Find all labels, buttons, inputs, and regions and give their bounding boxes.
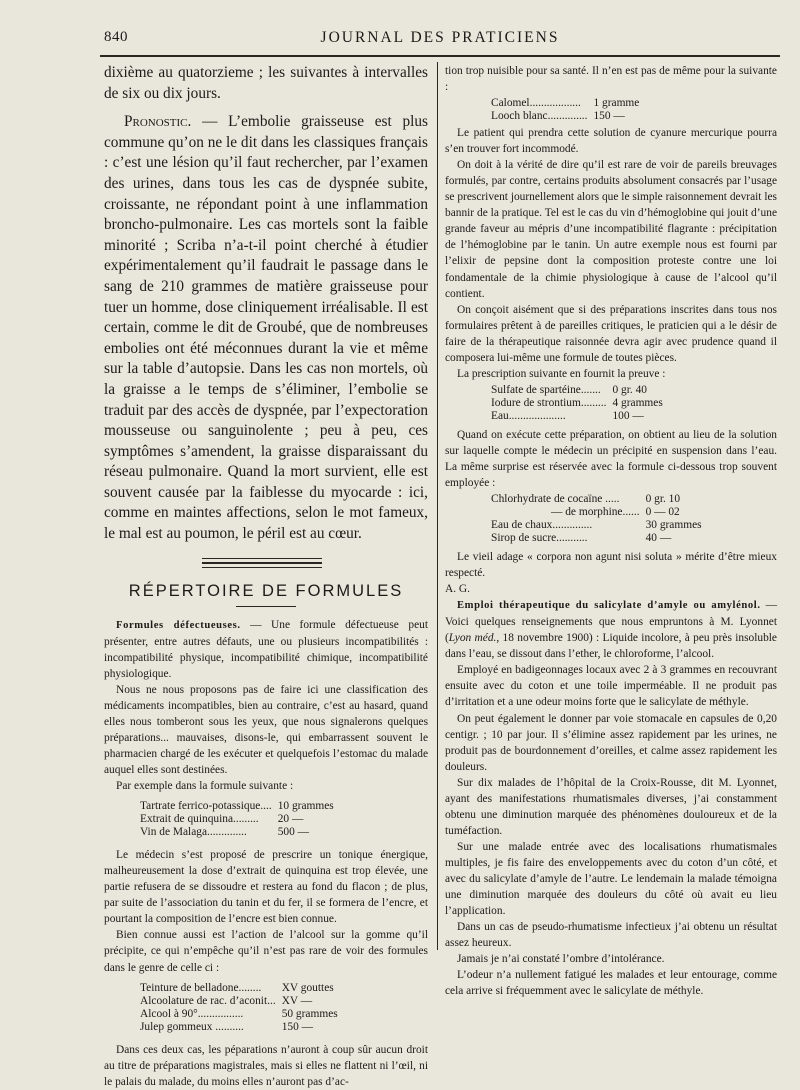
prescription-1: [140, 800, 334, 839]
page-number: 840: [104, 29, 128, 45]
paragraph: On doit à la vérité de dire qu’il est rare de voir de pareils breuvages formulés, par contre, certains produits absolument consacrés par l’usage se prescrivent journellement alors que le simple raisonnement devrait les bannir de la pratique. Tel est le cas du vin d’hémoglobine qui jouit d’une grande faveur au mépris d’une incompatibilité flagrante : précipitation de l’hémoglobine par le tanin. Un autre exemple nous est fourni par l’elixir de pepsine dont la composition proteste contre une loi fondamentale de la chimie physiologique à cause de l’alcool qu’il contient.: [445, 159, 777, 300]
paragraph: Le vieil adage « corpora non agunt nisi soluta » mérite d’être mieux respecté.: [445, 551, 777, 580]
prescription-row: — de morphine...... 0 — 02: [551, 506, 680, 519]
journal-reference: Lyon méd.: [448, 632, 497, 645]
prescription-row: Sirop de sucre........... 40 —: [491, 532, 672, 545]
pronostic-label: Pronostic.: [124, 113, 192, 131]
paragraph: On peut également le donner par voie stomacale en capsules de 0,20 centigr. ; 10 par jour. Il s’élimine assez rapidement par les urines, ne produit pas de bourdonnement d’oreilles, et calme assez rapidement les douleurs.: [445, 712, 777, 773]
pronostic-text: — L’embolie graisseuse est plus commune qu’on ne le dit dans les classiques français : c’est une lésion qu’il faut rechercher, par l’examen des urines, dans tous les cas de dyspnée subite, croissante, ne répondant point à une inflammation broncho-pulmonaire. Les cas mortels sont la faible minorité ; Scriba n’a-t-il point cherché à étudier expérimentalement qu’il faudrait le passage dans le sang de 210 grammes de matière graisseuse pour tuer un homme, dose cliniquement irréalisable. Il est certain, comme le dit de Groubé, que de nombreuses embolies ont été méconnues durant la vie et même sur la table d’autopsie. Dans les cas non mortels, où la graisse a le temps de s’éliminer, l’embolie se traduit par des accès de dyspnée, par l’expectoration mousseuse ou sanguinolente ; peu à peu, ces symptômes s’amendent, la graisse disparaissant du réseau pulmonaire. Quand la mort survient, elle est souvent causée par la faiblesse du myocarde : ici, comme en maintes affections, selon le mot fameux, le mal est au poumon, le péril est au cœur.: [104, 113, 428, 543]
prescription-row: Eau de chaux.............. 30 grammes: [491, 519, 702, 532]
section-ornament: [104, 555, 428, 571]
page-header: [104, 29, 776, 51]
prescription-row: Alcool à 90°................ 50 grammes: [140, 1007, 338, 1020]
prescription-3: [491, 97, 639, 123]
paragraph-pronostic: [104, 112, 428, 544]
prescription-row: Chlorhydrate de cocaïne ..... 0 gr. 10: [491, 493, 681, 506]
paragraph: Sur dix malades de l’hôpital de la Croix-Rousse, dit M. Lyonnet, ayant des manifestations rhumatismales diverses, j’ai constamment obtenu une diminution marquée des phénomènes douloureux et de la tuméfaction.: [445, 776, 777, 837]
prescription-row: Vin de Malaga.............. 500 —: [140, 826, 310, 839]
column-divider: [437, 62, 438, 950]
left-column: [104, 63, 428, 1090]
paragraph: Jamais je n’ai constaté l’ombre d’intolérance.: [457, 953, 665, 966]
prescription-row: Looch blanc.............. 150 —: [491, 110, 625, 123]
prescription-row: Iodure de strontium......... 4 grammes: [491, 396, 663, 409]
section-title-underline: [236, 606, 296, 607]
prescription-row: Alcoolature de rac. d’aconit... XV —: [140, 994, 313, 1007]
author-signature: A. G.: [445, 583, 470, 596]
prescription-4: [491, 384, 663, 423]
paragraph: dixième au quatorzieme ; les suivantes à intervalles de six ou dix jours.: [104, 64, 428, 102]
prescription-row: Calomel.................. 1 gramme: [491, 97, 640, 110]
prescription-row: Sulfate de spartéine....... 0 gr. 40: [491, 383, 647, 396]
prescription-row: Teinture de belladone........ XV gouttes: [140, 981, 334, 994]
left-large-text: [104, 63, 428, 545]
emploi-label: Emploi thérapeutique du salicylate d’amyle ou amylénol.: [457, 600, 761, 612]
prescription-row: Julep gommeux .......... 150 —: [140, 1020, 314, 1033]
prescription-row: Extrait de quinquina......... 20 —: [140, 813, 304, 826]
prescription-5: [491, 493, 702, 545]
paragraph: Par exemple dans la formule suivante :: [116, 780, 294, 793]
paragraph: Dans un cas de pseudo-rhumatisme infectieux j’ai obtenu un résultat assez heureux.: [445, 921, 777, 950]
paragraph: tion trop nuisible pour sa santé. Il n’en est pas de même pour la suivante :: [445, 65, 777, 94]
right-column: [445, 63, 777, 999]
paragraph: Nous ne nous proposons pas de faire ici une classification des médicaments incompatibles, bien au contraire, c’est au hasard, quand elles nous tomberont sous les yeux, que nous signalerons quelques préparations... mauvaises, disons-le, qui embarrassent souvent le pharmacien chargé de les exécuter et quelquefois l’estomac du malade auquel elles sont destinées.: [104, 683, 428, 777]
paragraph-emploi: Emploi thérapeutique du salicylate d’amyle ou amylénol. — Voici quelques renseignements que nous empruntons à M. Lyonnet (Lyon méd., 18 novembre 1900) : Liquide incolore, à peu près insoluble dans l’eau, se dissout dans l’ether, le chloroforme, l’alcool.: [445, 599, 777, 661]
paragraph: Sur une malade entrée avec des localisations rhumatismales multiples, je fis faire des enveloppements avec du coton d’un côté, et avec du salicylate d’amyle de l’autre. Le lendemain la malade témoigna une diminution marquée des douleurs du côté où avait eu lieu l’application.: [445, 840, 777, 918]
journal-title: JOURNAL DES PRATICIENS: [320, 29, 560, 46]
left-small-text: [104, 617, 428, 1090]
paragraph: Le médecin s’est proposé de prescrire un tonique énergique, malheureusement la dose d’extrait de quinquina est trop élevée, une partie refusera de se dissoudre et restera au fond du flacon ; de plus, par suite de l’association du tanin et du fer, il se formera de l’encre, et pourtant la composition de l’encre est bien connue.: [104, 849, 428, 926]
paragraph: Dans ces deux cas, les péparations n’auront à coup sûr aucun droit au titre de préparations magistrales, mais si elles ne flattent ni l’œil, ni le palais du malade, du moins elles n’auront pas d’ac-: [104, 1043, 428, 1088]
paragraph: Le patient qui prendra cette solution de cyanure mercurique pourra s’en trouver fort incommodé.: [445, 127, 777, 156]
paragraph-formules: Formules défectueuses. — Une formule défectueuse peut présenter, entre autres défauts, une ou plusieurs incompatibilités : incompatibilité physique, incompatibilité chimique, incompatibilité physiologique.: [104, 618, 428, 680]
header-rule: [100, 55, 780, 57]
formules-label: Formules défectueuses.: [116, 619, 241, 631]
prescription-row: Eau.................... 100 —: [491, 409, 644, 422]
paragraph: Quand on exécute cette préparation, on obtient au lieu de la solution sur laquelle compte le médecin un précipité en suspension dans l’eau. La même surprise est réservée avec la formule ci-dessous trop souvent employée :: [445, 428, 777, 489]
paragraph: Employé en badigeonnages locaux avec 2 à 3 grammes en recouvrant ensuite avec du coton et une toile imperméable. Il ne produit pas d’irritation et a une odeur moins forte que le salicylate de méthyle.: [445, 664, 777, 709]
prescription-row: Tartrate ferrico-potassique.... 10 grammes: [140, 800, 334, 813]
paragraph: On conçoit aisément que si des préparations inscrites dans tous nos formulaires prêtent à de pareilles critiques, le praticien qui a le désir de faire de la thérapeutique raisonnée devra agir avec prudence quand il composera lui-même une formule de toutes pièces.: [445, 303, 777, 364]
paragraph: L’odeur n’a nullement fatigué les malades et leur entourage, comme cela arrive si fréquemment avec le salicylate de méthyle.: [445, 969, 777, 998]
paragraph: La prescription suivante en fournit la preuve :: [457, 367, 666, 380]
section-title: RÉPERTOIRE DE FORMULES: [128, 581, 404, 600]
paragraph: Bien connue aussi est l’action de l’alcool sur la gomme qu’il précipite, ce qui n’empêche qu’il n’est pas rare de voir des formules dans le genre de celle ci :: [104, 929, 428, 974]
